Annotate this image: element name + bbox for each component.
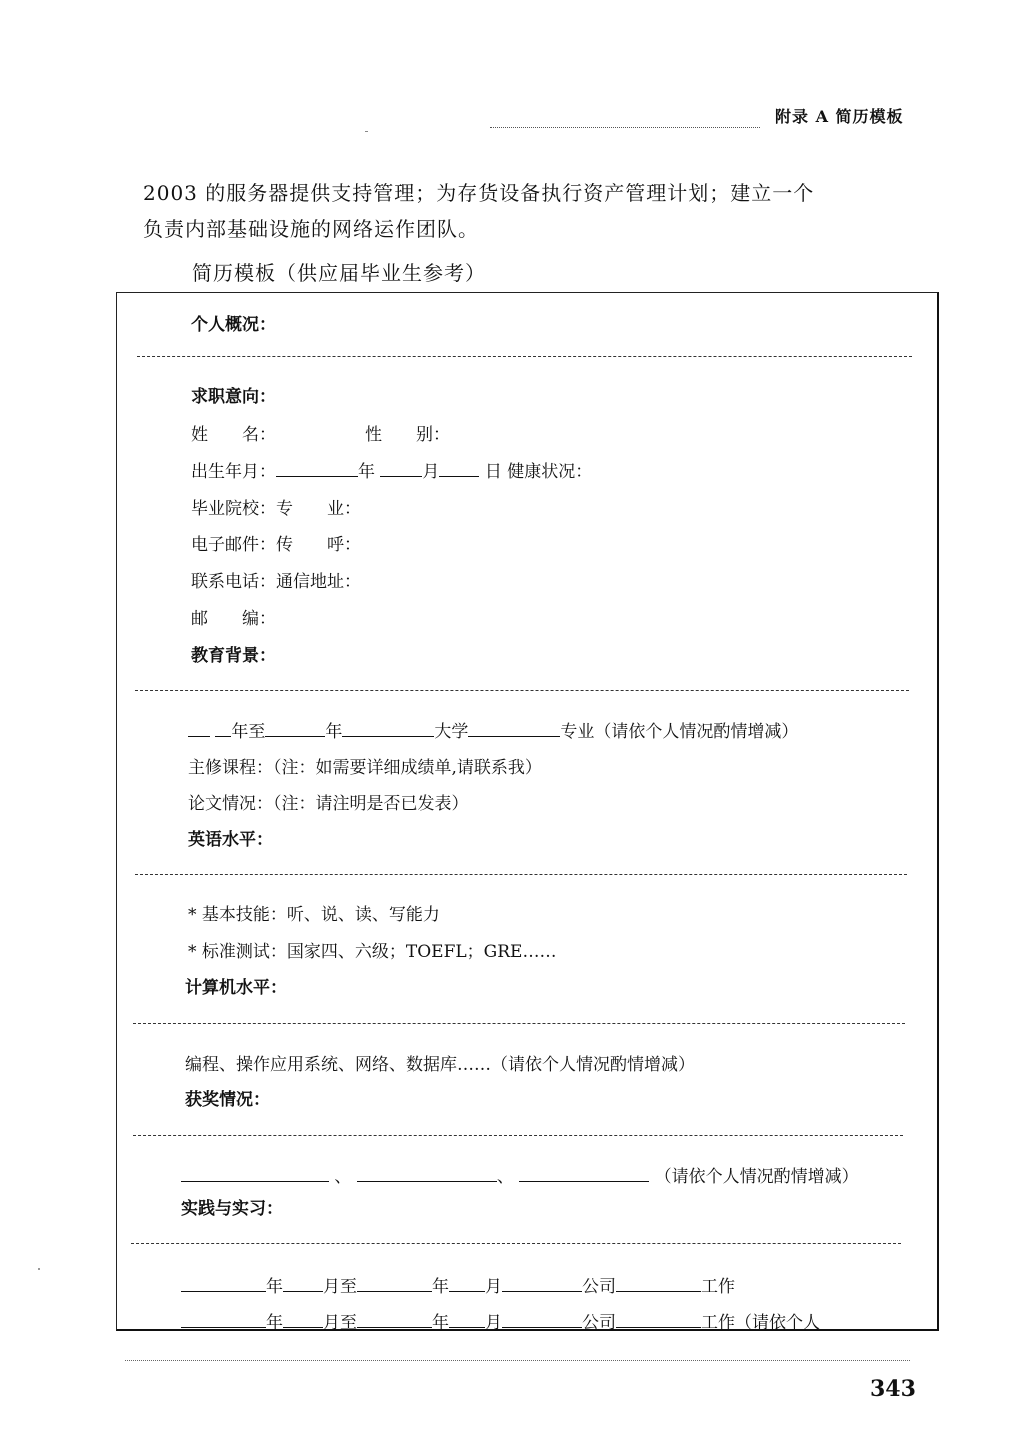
speck <box>38 1268 40 1270</box>
thesis-line: 论文情况：（注：请注明是否已发表） <box>188 794 469 814</box>
practice2-year: 年 <box>266 1313 283 1333</box>
practice1-blank-3 <box>357 1277 432 1292</box>
major-label: 专 业： <box>276 499 361 519</box>
practice1-company: 公司 <box>582 1277 616 1297</box>
section-separator <box>135 874 907 875</box>
edu-blank-3 <box>265 722 325 737</box>
birth-day-blank <box>439 462 479 477</box>
section-separator <box>135 690 909 691</box>
email-label: 电子邮件： <box>191 535 276 555</box>
edu-to: 年至 <box>231 722 266 742</box>
header-rule <box>490 127 760 128</box>
award-blank-1a <box>181 1167 209 1182</box>
awards-sep-1: 、 <box>334 1167 352 1187</box>
practice2-work-note: 工作（请依个人 <box>701 1313 820 1333</box>
edu-blank-5 <box>468 722 560 737</box>
day-char: 日 <box>484 462 502 482</box>
practice1-blank-5 <box>502 1277 582 1292</box>
practice1-blank-4 <box>449 1277 485 1292</box>
awards-row <box>181 1162 859 1187</box>
intro-line-1: 2003 的服务器提供支持管理；为存货设备执行资产管理计划；建立一个 <box>143 181 815 205</box>
computer-desc: 编程、操作应用系统、网络、数据库……（请依个人情况酌情增减） <box>185 1055 695 1075</box>
template-caption: 简历模板（供应届毕业生参考） <box>192 261 486 285</box>
edu-major-note: 专业（请依个人情况酌情增减） <box>560 722 799 742</box>
award-blank-2 <box>357 1167 497 1182</box>
practice1-month-to: 月至 <box>323 1277 357 1297</box>
practice2-blank-2 <box>283 1313 323 1328</box>
courses-line: 主修课程：（注：如需要详细成绩单,请联系我） <box>188 758 542 778</box>
award-blank-1b <box>209 1167 329 1182</box>
phone-row <box>191 567 361 592</box>
birth-label: 出生年月： <box>191 462 276 482</box>
running-header: 附录 A 简历模板 <box>775 107 904 126</box>
practice1-blank-6 <box>616 1277 701 1292</box>
school-row <box>191 494 361 519</box>
practice1-blank-2 <box>283 1277 323 1292</box>
practice1-month: 月 <box>485 1277 502 1297</box>
skill-line-1: * 基本技能：听、说、读、写能力 <box>188 905 440 925</box>
address-label: 通信地址： <box>276 572 361 592</box>
page-number: 343 <box>870 1376 916 1402</box>
education-row <box>188 717 798 742</box>
awards-sep-2: 、 <box>496 1167 514 1187</box>
practice2-blank-4 <box>449 1313 485 1328</box>
practice1-blank-1 <box>181 1277 266 1292</box>
pager-label: 传 呼： <box>276 535 361 555</box>
edu-blank-4 <box>342 722 434 737</box>
birth-month-blank <box>380 462 422 477</box>
education-heading: 教育背景： <box>191 646 276 666</box>
section-separator <box>133 1023 905 1024</box>
birth-year-blank <box>276 462 358 477</box>
practice2-month-to: 月至 <box>323 1313 357 1333</box>
objective-heading: 求职意向： <box>191 387 276 407</box>
name-label: 姓 名： <box>191 425 276 445</box>
practice1-year-2: 年 <box>432 1277 449 1297</box>
year-char: 年 <box>358 462 375 482</box>
birth-row <box>191 457 592 482</box>
month-char: 月 <box>422 462 440 482</box>
english-heading: 英语水平： <box>188 830 273 850</box>
practice-row-1 <box>181 1272 735 1297</box>
edu-blank-1 <box>188 722 210 737</box>
awards-heading: 获奖情况： <box>185 1090 270 1110</box>
section-separator <box>137 356 912 357</box>
health-label: 健康状况： <box>507 462 593 482</box>
awards-note: （请依个人情况酌情增减） <box>654 1167 859 1187</box>
practice2-year-2: 年 <box>432 1313 449 1333</box>
section-separator <box>131 1243 901 1244</box>
practice-row-2 <box>181 1308 820 1333</box>
practice2-company: 公司 <box>582 1313 616 1333</box>
speck <box>365 131 368 132</box>
practice2-blank-5 <box>502 1313 582 1328</box>
phone-label: 联系电话： <box>191 572 276 592</box>
practice2-month: 月 <box>485 1313 502 1333</box>
footer-rule <box>125 1360 910 1361</box>
award-blank-3 <box>519 1167 649 1182</box>
practice1-work: 工作 <box>701 1277 735 1297</box>
skill-line-2: * 标准测试：国家四、六级；TOEFL；GRE…… <box>188 942 557 962</box>
computer-heading: 计算机水平： <box>185 978 287 998</box>
edu-blank-2 <box>215 722 231 737</box>
intro-line-2: 负责内部基础设施的网络运作团队。 <box>143 217 479 241</box>
school-label: 毕业院校： <box>191 499 276 519</box>
practice2-blank-3 <box>357 1313 432 1328</box>
edu-year: 年 <box>325 722 343 742</box>
gender-label: 性 别： <box>365 425 450 445</box>
email-row <box>191 530 361 555</box>
zip-label: 邮 编： <box>191 609 276 629</box>
section-separator <box>133 1135 903 1136</box>
practice-heading: 实践与实习： <box>181 1199 283 1219</box>
personal-heading: 个人概况： <box>191 315 276 335</box>
edu-university: 大学 <box>434 722 469 742</box>
practice2-blank-6 <box>616 1313 701 1328</box>
practice1-year: 年 <box>266 1277 283 1297</box>
practice2-blank-1 <box>181 1313 266 1328</box>
